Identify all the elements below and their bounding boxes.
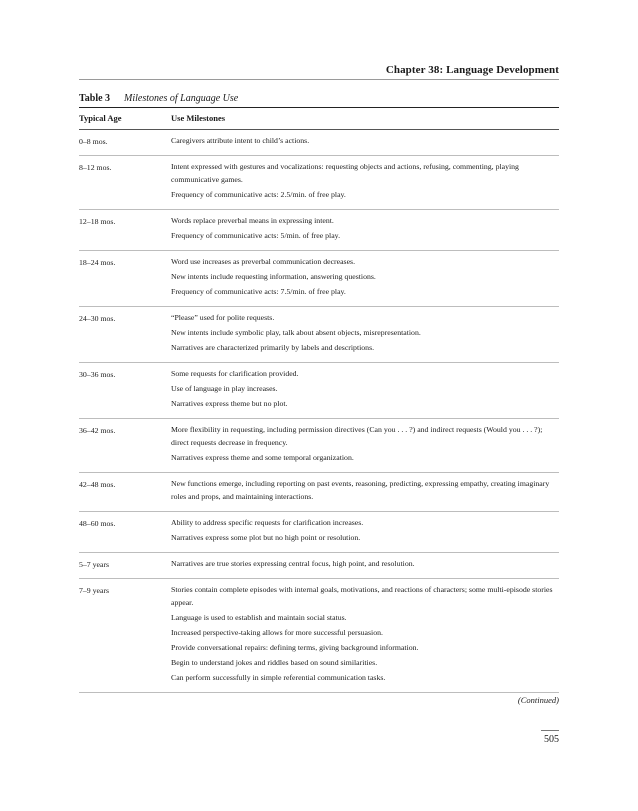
table-row [79, 210, 559, 251]
use-milestones-cell [171, 419, 559, 473]
milestone-line: New intents include symbolic play, talk about absent objects, misrepresentation. [171, 328, 421, 337]
age-cell: 42–48 mos. [79, 473, 171, 512]
age-cell: 30–36 mos. [79, 363, 171, 419]
milestone-line: Some requests for clarification provided. [171, 369, 299, 378]
milestone-line: New functions emerge, including reporting on past events, reasoning, predicting, expressing empathy, creating imaginary roles and props, and maintaining interactions. [171, 479, 550, 501]
age-cell: 8–12 mos. [79, 156, 171, 210]
milestone-line: Words replace preverbal means in expressing intent. [171, 216, 334, 225]
continued-label: (Continued) [517, 695, 559, 705]
age-cell: 12–18 mos. [79, 210, 171, 251]
milestone-line: “Please” used for polite requests. [171, 313, 275, 322]
milestone-line: Narratives express some plot but no high point or resolution. [171, 533, 361, 542]
table-label: Table 3 [79, 93, 111, 104]
use-milestones-cell [171, 363, 559, 419]
age-cell: 18–24 mos. [79, 251, 171, 307]
milestone-line: Ability to address specific requests for clarification increases. [171, 518, 364, 527]
folio-rule [541, 730, 559, 731]
milestone-line: Begin to understand jokes and riddles based on sound similarities. [171, 658, 378, 667]
header-rule [79, 79, 559, 80]
column-header-uses: Use Milestones [171, 108, 559, 130]
milestone-line: Frequency of communicative acts: 7.5/min. of free play. [171, 287, 346, 296]
milestone-line: Can perform successfully in simple referential communication tasks. [171, 673, 386, 682]
use-milestones-cell [171, 210, 559, 251]
table-row [79, 419, 559, 473]
milestone-line: Frequency of communicative acts: 2.5/min. of free play. [171, 190, 346, 199]
use-milestones-cell [171, 251, 559, 307]
age-cell: 48–60 mos. [79, 512, 171, 553]
milestone-line: Word use increases as preverbal communication decreases. [171, 257, 356, 266]
running-head: Chapter 38: Language Development [385, 64, 559, 76]
milestone-line: Provide conversational repairs: defining terms, giving background information. [171, 643, 419, 652]
use-milestones-cell [171, 473, 559, 512]
use-milestones-cell [171, 579, 559, 693]
use-milestones-cell [171, 553, 559, 579]
use-milestones-cell [171, 130, 559, 156]
table-row [79, 130, 559, 156]
table-row [79, 473, 559, 512]
age-cell: 7–9 years [79, 579, 171, 693]
column-header-age: Typical Age [79, 108, 171, 130]
age-cell: 5–7 years [79, 553, 171, 579]
table-body [79, 130, 559, 693]
age-cell: 36–42 mos. [79, 419, 171, 473]
milestone-line: Narratives are characterized primarily by labels and descriptions. [171, 343, 375, 352]
milestone-line: Stories contain complete episodes with internal goals, motivations, and reactions of characters; some multi-episode stories appear. [171, 585, 553, 607]
use-milestones-cell [171, 512, 559, 553]
table-row [79, 156, 559, 210]
table-row [79, 579, 559, 693]
milestones-table [79, 107, 559, 693]
milestone-line: Narratives are true stories expressing central focus, high point, and resolution. [171, 559, 415, 568]
table-header-row [79, 108, 559, 130]
milestone-line: More flexibility in requesting, including permission directives (Can you . . . ?) and indirect requests (Would you . . . ?); direct requests decrease in frequency. [171, 425, 543, 447]
milestone-line: Intent expressed with gestures and vocalizations: requesting objects and actions, refusing, commenting, playing communicative games. [171, 162, 519, 184]
milestone-line: Language is used to establish and maintain social status. [171, 613, 347, 622]
table-row [79, 307, 559, 363]
table-caption [79, 93, 238, 104]
table-title: Milestones of Language Use [124, 93, 239, 104]
milestone-line: Use of language in play increases. [171, 384, 278, 393]
milestone-line: Increased perspective-taking allows for more successful persuasion. [171, 628, 383, 637]
use-milestones-cell [171, 307, 559, 363]
milestone-line: Narratives express theme but no plot. [171, 399, 288, 408]
page-number: 505 [544, 734, 559, 745]
table-row [79, 512, 559, 553]
milestone-line: Narratives express theme and some temporal organization. [171, 453, 354, 462]
table-row [79, 363, 559, 419]
age-cell: 24–30 mos. [79, 307, 171, 363]
table-row [79, 251, 559, 307]
milestone-line: Frequency of communicative acts: 5/min. of free play. [171, 231, 341, 240]
age-cell: 0–8 mos. [79, 130, 171, 156]
milestone-line: Caregivers attribute intent to child’s actions. [171, 136, 310, 145]
table-row [79, 553, 559, 579]
use-milestones-cell [171, 156, 559, 210]
milestone-line: New intents include requesting information, answering questions. [171, 272, 376, 281]
